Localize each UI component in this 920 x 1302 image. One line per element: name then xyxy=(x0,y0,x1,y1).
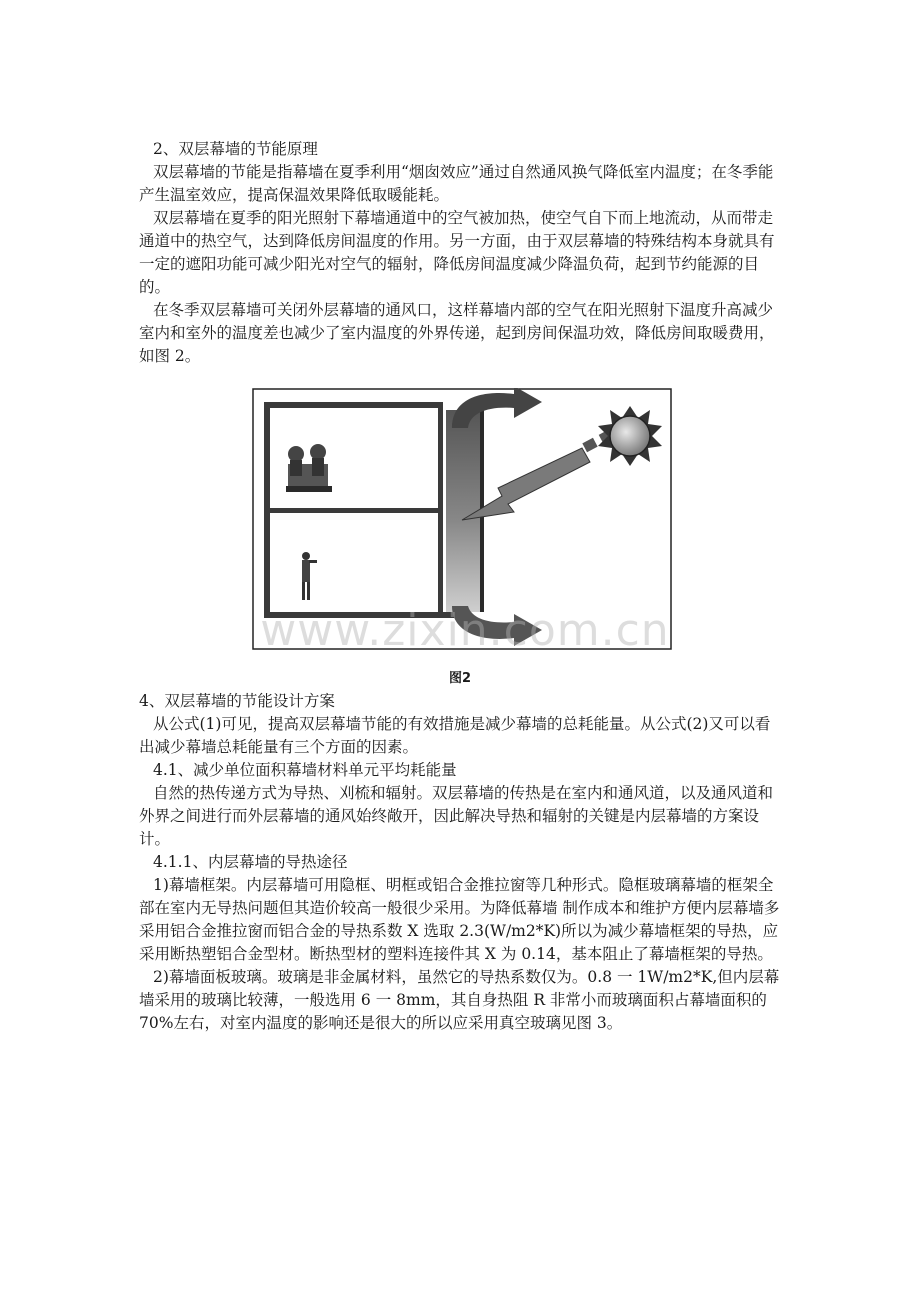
section-2-paragraph-1: 双层幕墙的节能是指幕墙在夏季利用“烟囱效应”通过自然通风换气降低室内温度；在冬季能产生温室效应，提高保温效果降低取暖能耗。 xyxy=(139,163,774,204)
section-2-heading: 2、双层幕墙的节能原理 xyxy=(153,140,318,158)
section-2-paragraph-2: 双层幕墙在夏季的阳光照射下幕墙通道中的空气被加热，使空气自下而上地流动，从而带走通道中的热空气，达到降低房间温度的作用。另一方面，由于双层幕墙的特殊结构本身就具有一定的遮阳功能可减少阳光对空气的辐射，降低房间温度减少降温负荷，起到节约能源的目的。 xyxy=(139,209,775,296)
section-4-1-paragraph: 自然的热传递方式为导热、刈梳和辐射。双层幕墙的传热是在室内和通风道，以及通风道和外界之间进行而外层幕墙的通风始终敞开，因此解决导热和辐射的关键是内层幕墙的方案设计。 xyxy=(139,784,774,848)
figure-2-double-facade-diagram xyxy=(252,388,672,650)
ground-slab xyxy=(264,612,454,618)
section-4-1-1-item-1: 1)幕墙框架。内层幕墙可用隐框、明框或铝合金推拉窗等几种形式。隐框玻璃幕墙的框架全部在室内无导热问题但其造价较高一般很少采用。为降低幕墙 制作成本和维护方便内层幕墙多采用铝合金推拉窗而铝合金的导热系数 X 选取 2.3(W/m2*K)所以为减少幕墙框架的导热，应采用断热塑铝合金型材。断热型材的塑料连接件其 X 为 0.14，基本阻止了幕墙框架的导热。 xyxy=(139,876,780,963)
section-2 xyxy=(139,138,784,368)
section-4-intro: 从公式(1)可见，提高双层幕墙节能的有效措施是减少幕墙的总耗能量。从公式(2)又可以看出减少幕墙总耗能量有三个方面的因素。 xyxy=(139,715,771,756)
section-4-1-1-item-2: 2)幕墙面板玻璃。玻璃是非金属材料，虽然它的导热系数仅为。0.8 一 1W/m2*K,但内层幕墙采用的玻璃比较薄，一般选用 6 一 8mm，其自身热阻 R 非常小而玻璃面积占幕墙面积的 70%左右，对室内温度的影响还是很大的所以应采用真空玻璃见图 3。 xyxy=(139,968,780,1032)
floor-slab xyxy=(264,508,442,513)
section-2-paragraph-3: 在冬季双层幕墙可关闭外层幕墙的通风口，这样幕墙内部的空气在阳光照射下温度升高减少室内和室外的温度差也减少了室内温度的外界传递，起到房间保温功效，降低房间取暖费用，如图 2。 xyxy=(139,301,775,365)
watermark: www.zixin.com.cn xyxy=(260,605,670,656)
facade-cavity xyxy=(446,410,480,612)
section-4-1-heading: 4.1、减少单位面积幕墙材料单元平均耗能量 xyxy=(153,761,457,779)
figure-caption: 图2 xyxy=(448,671,472,686)
inner-facade xyxy=(438,402,443,618)
section-4-heading: 4、双层幕墙的节能设计方案 xyxy=(139,692,335,710)
building-roof xyxy=(264,402,442,408)
section-4 xyxy=(139,690,784,1035)
section-4-1-1-heading: 4.1.1、内层幕墙的导热途径 xyxy=(153,853,348,871)
